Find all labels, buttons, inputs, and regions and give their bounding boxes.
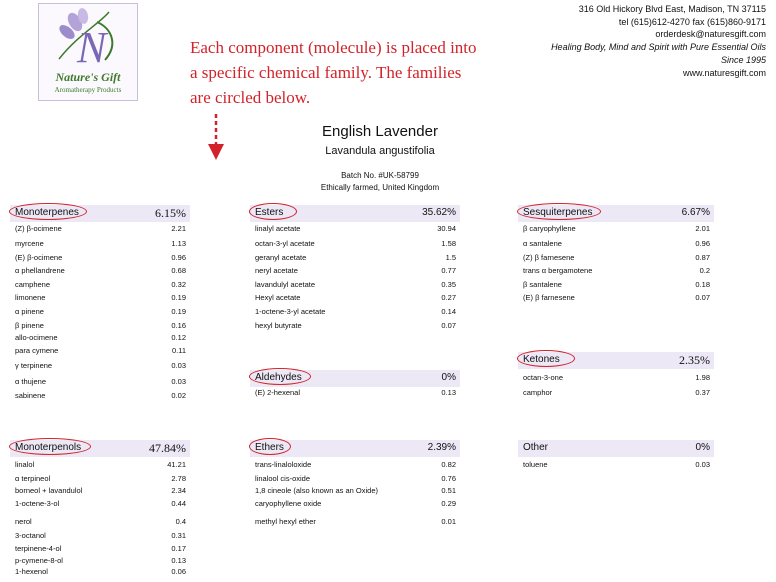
family-name: Esters bbox=[255, 207, 284, 218]
family-sesquiterpenes bbox=[518, 205, 714, 302]
family-monoterpenols bbox=[10, 440, 190, 576]
component-name: β santalene bbox=[523, 280, 562, 289]
family-circle bbox=[249, 368, 311, 385]
component-value: 0.96 bbox=[171, 253, 186, 262]
product-latin-name: Lavandula angustifolia bbox=[325, 145, 435, 157]
component-name: Hexyl acetate bbox=[255, 293, 301, 302]
family-name: Other bbox=[523, 442, 549, 453]
family-ethers bbox=[250, 440, 460, 526]
component-name: 1-octene-3-yl acetate bbox=[255, 307, 326, 316]
component-row bbox=[523, 280, 710, 291]
component-row bbox=[15, 346, 186, 357]
component-row bbox=[255, 293, 456, 304]
component-name: octan-3-one bbox=[523, 373, 564, 382]
logo-brand-name: Nature's Gift bbox=[55, 70, 121, 84]
component-value: 0.76 bbox=[441, 474, 456, 483]
component-name: trans α bergamotene bbox=[523, 266, 593, 275]
component-name: camphene bbox=[15, 280, 51, 289]
svg-text:N: N bbox=[77, 23, 107, 72]
component-value: 0.44 bbox=[171, 499, 186, 508]
component-value: 0.18 bbox=[695, 280, 710, 289]
component-row bbox=[255, 253, 456, 264]
family-header bbox=[518, 440, 714, 457]
component-row bbox=[15, 266, 186, 277]
component-name: α terpineol bbox=[15, 474, 51, 483]
component-value: 0.03 bbox=[171, 361, 186, 370]
component-row bbox=[15, 321, 186, 332]
family-name: Sesquiterpenes bbox=[523, 207, 593, 218]
component-row bbox=[523, 460, 710, 471]
family-header bbox=[250, 370, 460, 387]
family-aldehydes bbox=[250, 370, 460, 397]
family-other bbox=[518, 440, 714, 469]
component-name: myrcene bbox=[15, 239, 44, 248]
component-value: 30.94 bbox=[437, 224, 456, 233]
component-row bbox=[15, 280, 186, 291]
component-name: β caryophyllene bbox=[523, 224, 576, 233]
component-value: 0.07 bbox=[441, 321, 456, 330]
component-value: 2.01 bbox=[695, 224, 710, 233]
family-header bbox=[10, 440, 190, 457]
component-row bbox=[255, 499, 456, 510]
component-value: 0.17 bbox=[171, 544, 186, 553]
component-name: borneol + lavandulol bbox=[15, 486, 83, 495]
logo-tagline: Aromatherapy Products bbox=[54, 86, 122, 94]
component-row bbox=[255, 486, 456, 497]
component-name: limonene bbox=[15, 293, 46, 302]
callout-line: are circled below. bbox=[190, 88, 311, 107]
component-row bbox=[255, 321, 456, 332]
family-percent: 0% bbox=[441, 372, 456, 383]
family-header bbox=[10, 205, 190, 222]
contact-block bbox=[506, 3, 766, 79]
family-header bbox=[250, 205, 460, 222]
component-name: α phellandrene bbox=[15, 266, 65, 275]
component-value: 0.14 bbox=[441, 307, 456, 316]
component-row bbox=[15, 361, 186, 372]
component-row bbox=[523, 293, 710, 304]
component-row bbox=[15, 474, 186, 485]
component-value: 0.87 bbox=[695, 253, 710, 262]
family-header bbox=[518, 352, 714, 369]
component-name: 1,8 cineole (also known as an Oxide) bbox=[255, 486, 378, 495]
family-esters bbox=[250, 205, 460, 330]
component-name: α thujene bbox=[15, 377, 47, 386]
component-name: (E) 2-hexenal bbox=[255, 388, 301, 397]
family-header bbox=[518, 205, 714, 222]
component-row bbox=[15, 307, 186, 318]
lavender-logo-icon bbox=[39, 4, 137, 74]
component-row bbox=[255, 474, 456, 485]
component-name: (Z) β farnesene bbox=[523, 253, 575, 262]
component-row bbox=[15, 544, 186, 555]
component-name: (Z) β-ocimene bbox=[15, 224, 62, 233]
component-value: 1.13 bbox=[171, 239, 186, 248]
component-row bbox=[523, 239, 710, 250]
family-name: Monoterpenes bbox=[15, 207, 79, 218]
component-value: 0.19 bbox=[171, 293, 186, 302]
family-percent: 35.62% bbox=[422, 207, 456, 218]
component-name: octan-3-yl acetate bbox=[255, 239, 315, 248]
component-value: 1.5 bbox=[445, 253, 456, 262]
family-percent: 2.35% bbox=[679, 353, 710, 367]
component-value: 0.06 bbox=[171, 567, 186, 576]
component-name: linalool cis-oxide bbox=[255, 474, 311, 483]
family-percent: 6.15% bbox=[155, 206, 186, 220]
family-callout bbox=[190, 35, 510, 110]
address: 316 Old Hickory Blvd East, Madison, TN 37115 bbox=[578, 4, 766, 14]
component-row bbox=[255, 280, 456, 291]
component-name: α pinene bbox=[15, 307, 44, 316]
family-circle bbox=[9, 203, 87, 220]
component-value: 0.77 bbox=[441, 266, 456, 275]
component-row bbox=[523, 266, 710, 277]
component-name: methyl hexyl ether bbox=[255, 517, 316, 526]
component-row bbox=[15, 531, 186, 542]
component-name: (E) β farnesene bbox=[523, 293, 575, 302]
family-monoterpenes bbox=[10, 205, 190, 400]
component-value: 1.58 bbox=[441, 239, 456, 248]
component-value: 0.13 bbox=[441, 388, 456, 397]
component-row bbox=[255, 266, 456, 277]
website: www.naturesgift.com bbox=[682, 67, 766, 78]
component-value: 0.02 bbox=[171, 391, 186, 400]
family-name: Ketones bbox=[523, 354, 560, 365]
family-circle bbox=[517, 350, 575, 367]
component-row bbox=[15, 333, 186, 344]
component-value: 0.2 bbox=[699, 266, 710, 275]
component-value: 0.96 bbox=[695, 239, 710, 248]
arrow-down-icon bbox=[206, 114, 226, 162]
component-name: 3-octanol bbox=[15, 531, 46, 540]
component-name: p-cymene-8-ol bbox=[15, 556, 63, 565]
component-row bbox=[15, 499, 186, 510]
family-percent: 47.84% bbox=[149, 441, 186, 455]
callout-line: a specific chemical family. The families bbox=[190, 63, 462, 82]
family-circle bbox=[9, 438, 91, 455]
email: orderdesk@naturesgift.com bbox=[655, 29, 766, 40]
component-value: 0.19 bbox=[171, 307, 186, 316]
batch-number: Batch No. #UK-58799 bbox=[341, 171, 419, 180]
component-value: 0.11 bbox=[171, 346, 186, 355]
since: Since 1995 bbox=[720, 54, 766, 65]
component-row bbox=[255, 388, 456, 399]
component-value: 0.03 bbox=[171, 377, 186, 386]
component-value: 1.98 bbox=[695, 373, 710, 382]
component-row bbox=[15, 517, 186, 528]
component-name: 1-hexenol bbox=[15, 567, 48, 576]
component-row bbox=[523, 388, 710, 399]
component-value: 0.12 bbox=[171, 333, 186, 342]
component-row bbox=[15, 293, 186, 304]
component-name: nerol bbox=[15, 517, 32, 526]
component-row bbox=[15, 460, 186, 471]
phone-fax: tel (615)612-4270 fax (615)860-9171 bbox=[618, 16, 766, 27]
component-row bbox=[15, 556, 186, 567]
component-name: linalyl acetate bbox=[255, 224, 301, 233]
component-name: hexyl butyrate bbox=[255, 321, 302, 330]
component-value: 0.37 bbox=[695, 388, 710, 397]
family-circle bbox=[249, 438, 291, 455]
component-name: para cymene bbox=[15, 346, 59, 355]
component-value: 0.4 bbox=[175, 517, 186, 526]
component-value: 0.03 bbox=[695, 460, 710, 469]
component-name: (E) β-ocimene bbox=[15, 253, 63, 262]
slogan: Healing Body, Mind and Spirit with Pure Essential Oils bbox=[551, 42, 766, 53]
family-percent: 6.67% bbox=[681, 207, 710, 218]
component-value: 0.27 bbox=[441, 293, 456, 302]
component-name: α santalene bbox=[523, 239, 562, 248]
component-name: β pinene bbox=[15, 321, 44, 330]
family-name: Aldehydes bbox=[255, 372, 302, 383]
component-row bbox=[523, 373, 710, 384]
component-value: 0.82 bbox=[441, 460, 456, 469]
component-row bbox=[15, 567, 186, 578]
component-value: 0.29 bbox=[441, 499, 456, 508]
component-name: allo-ocimene bbox=[15, 333, 58, 342]
component-row bbox=[523, 224, 710, 235]
component-value: 0.32 bbox=[171, 280, 186, 289]
component-row bbox=[523, 253, 710, 264]
component-name: toluene bbox=[523, 460, 548, 469]
component-value: 0.16 bbox=[171, 321, 186, 330]
family-circle bbox=[249, 203, 297, 220]
family-ketones bbox=[518, 352, 714, 397]
component-row bbox=[255, 239, 456, 250]
component-value: 2.21 bbox=[171, 224, 186, 233]
component-value: 0.13 bbox=[171, 556, 186, 565]
component-name: terpinene-4-ol bbox=[15, 544, 62, 553]
component-name: lavandulyl acetate bbox=[255, 280, 316, 289]
component-name: linalol bbox=[15, 460, 35, 469]
component-name: γ terpinene bbox=[15, 361, 53, 370]
component-value: 41.21 bbox=[167, 460, 186, 469]
family-percent: 0% bbox=[695, 442, 710, 453]
component-name: geranyl acetate bbox=[255, 253, 307, 262]
component-row bbox=[15, 239, 186, 250]
component-row bbox=[255, 224, 456, 235]
callout-line: Each component (molecule) is placed into bbox=[190, 38, 477, 57]
component-value: 0.31 bbox=[171, 531, 186, 540]
component-row bbox=[15, 224, 186, 235]
component-value: 0.68 bbox=[171, 266, 186, 275]
component-row bbox=[255, 460, 456, 471]
component-row bbox=[15, 253, 186, 264]
component-name: camphor bbox=[523, 388, 553, 397]
family-percent: 2.39% bbox=[427, 442, 456, 453]
component-value: 2.78 bbox=[171, 474, 186, 483]
family-name: Monoterpenols bbox=[15, 442, 82, 453]
component-name: sabinene bbox=[15, 391, 46, 400]
product-title: English Lavender bbox=[322, 123, 438, 140]
component-value: 0.01 bbox=[441, 517, 456, 526]
family-circle bbox=[517, 203, 601, 220]
natures-gift-logo bbox=[38, 3, 138, 101]
origin: Ethically farmed, United Kingdom bbox=[320, 183, 440, 192]
component-name: caryophyllene oxide bbox=[255, 499, 322, 508]
component-row bbox=[255, 517, 456, 528]
component-name: neryl acetate bbox=[255, 266, 298, 275]
component-value: 0.51 bbox=[441, 486, 456, 495]
family-name: Ethers bbox=[255, 442, 284, 453]
component-row bbox=[15, 391, 186, 402]
component-value: 2.34 bbox=[171, 486, 186, 495]
component-value: 0.35 bbox=[441, 280, 456, 289]
component-row bbox=[15, 377, 186, 388]
component-name: 1-octene-3-ol bbox=[15, 499, 60, 508]
component-row bbox=[255, 307, 456, 318]
family-header bbox=[250, 440, 460, 457]
component-value: 0.07 bbox=[695, 293, 710, 302]
component-row bbox=[15, 486, 186, 497]
component-name: trans-linaloloxide bbox=[255, 460, 312, 469]
